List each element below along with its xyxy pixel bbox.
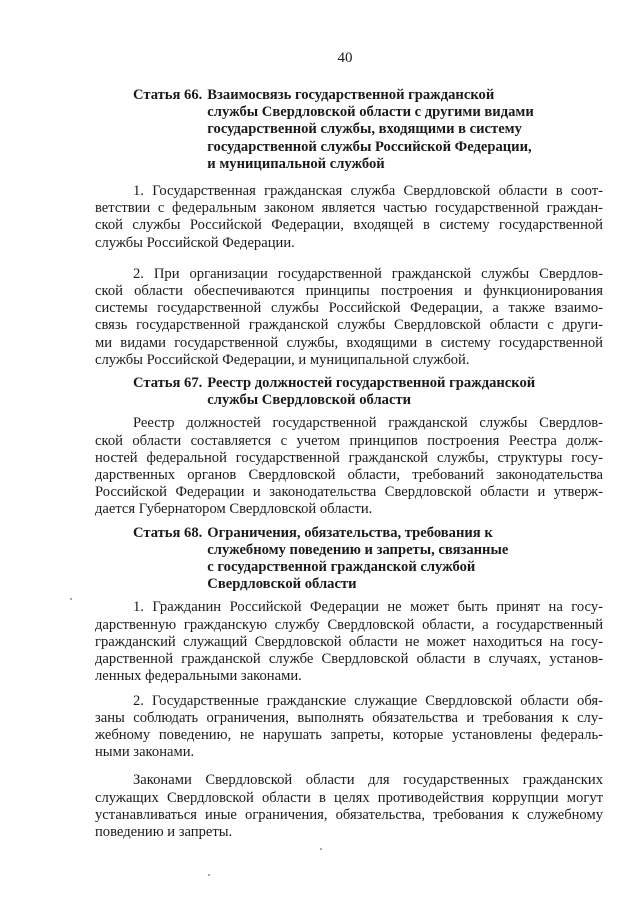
- text-line: службы Российской Федерации.: [95, 234, 295, 251]
- article-67: [95, 375, 603, 519]
- article-number: Статья 67.: [133, 375, 203, 392]
- paragraph: [95, 693, 603, 762]
- text-line: дарственную гражданскую службу Свердловской области, а государственный: [95, 616, 603, 633]
- scan-speck: [70, 598, 72, 600]
- text-line: дарственной гражданской службе Свердловской области в случаях, установ-: [95, 651, 603, 668]
- paragraph: [95, 599, 603, 685]
- text-line: ской области обеспечиваются принципы построения и функционирования: [95, 283, 603, 300]
- article-title-line: с государственной гражданской службой: [207, 559, 476, 576]
- text-line: жебному поведению, не нарушать запреты, которые установлены федераль-: [95, 726, 603, 743]
- text-line: 2. Государственные гражданские служащие Свердловской области обя-: [133, 692, 603, 709]
- article-heading: [133, 525, 603, 594]
- text-line: Реестр должностей государственной гражданской службы Свердлов-: [133, 415, 603, 432]
- text-line: 1. Гражданин Российской Федерации не может быть принят на госу-: [133, 599, 603, 616]
- article-title-line: государственной службы, входящими в систему: [207, 121, 522, 138]
- article-title: [207, 525, 603, 594]
- article-68: [95, 525, 603, 841]
- article-title: [207, 87, 603, 173]
- paragraph: [95, 183, 603, 252]
- text-line: ской области составляется с учетом принципов построения Реестра долж-: [95, 432, 603, 449]
- article-title-line: государственной службы Российской Федерации,: [207, 138, 532, 155]
- text-line: устанавливаться иные ограничения, обязательства, требования к служебному: [95, 806, 603, 823]
- text-line: гражданский служащий Свердловской области не может находиться на госу-: [95, 633, 603, 650]
- text-line: Российской Федерации и законодательства Свердловской области и утверж-: [95, 484, 603, 501]
- article-title-line: Реестр должностей государственной гражданской: [207, 375, 536, 392]
- paragraph: [95, 266, 603, 369]
- page-number: 40: [337, 50, 353, 66]
- document-body: [95, 87, 603, 841]
- article-title: [207, 375, 603, 409]
- text-line: Законами Свердловской области для государственных гражданских: [133, 772, 603, 789]
- article-title-line: Свердловской области: [207, 576, 357, 593]
- text-line: связь государственной гражданской службы Свердловской области с други-: [95, 317, 603, 334]
- text-line: заны соблюдать ограничения, выполнять обязательства и требования к слу-: [95, 709, 603, 726]
- text-line: дарственных органов Свердловской области, требований законодательства: [95, 467, 603, 484]
- article-title-line: службы Свердловской области с другими видами: [207, 104, 534, 121]
- scan-speck: [320, 848, 322, 850]
- text-line: системы государственной службы Российской Федерации, а также взаимо-: [95, 300, 603, 317]
- paragraph: [95, 772, 603, 841]
- scan-speck: [208, 874, 210, 876]
- text-line: ской службы Российской Федерации, входящей в систему государственной: [95, 217, 603, 234]
- article-title-line: службы Свердловской области: [207, 392, 411, 409]
- text-line: поведению и запреты.: [95, 823, 233, 840]
- text-line: служащих Свердловской области в целях противодействия коррупции могут: [95, 789, 603, 806]
- text-line: ветствии с федеральным законом является частью государственной граждан-: [95, 200, 603, 217]
- article-number: Статья 66.: [133, 87, 203, 103]
- article-heading: [133, 375, 603, 409]
- text-line: 2. При организации государственной гражданской службы Свердлов-: [133, 265, 603, 282]
- article-title-line: Взаимосвязь государственной гражданской: [207, 87, 495, 103]
- text-line: ми видами государственной службы, входящими в систему государственной: [95, 334, 603, 351]
- text-line: ностей федеральной государственной гражданской службы, структуры госу-: [95, 449, 603, 466]
- text-line: ленных федеральными законами.: [95, 668, 302, 685]
- article-66: [95, 87, 603, 369]
- article-title-line: и муниципальной службой: [207, 155, 385, 172]
- article-heading: [133, 87, 603, 173]
- text-line: ными законами.: [95, 744, 195, 761]
- paragraph: [95, 415, 603, 518]
- article-title-line: служебному поведению и запреты, связанные: [207, 541, 509, 558]
- text-line: дается Губернатором Свердловской области.: [95, 501, 373, 518]
- article-number: Статья 68.: [133, 524, 203, 541]
- text-line: 1. Государственная гражданская служба Свердловской области в соот-: [133, 183, 603, 200]
- article-title-line: Ограничения, обязательства, требования к: [207, 524, 493, 541]
- text-line: службы Российской Федерации, и муниципальной службой.: [95, 351, 470, 368]
